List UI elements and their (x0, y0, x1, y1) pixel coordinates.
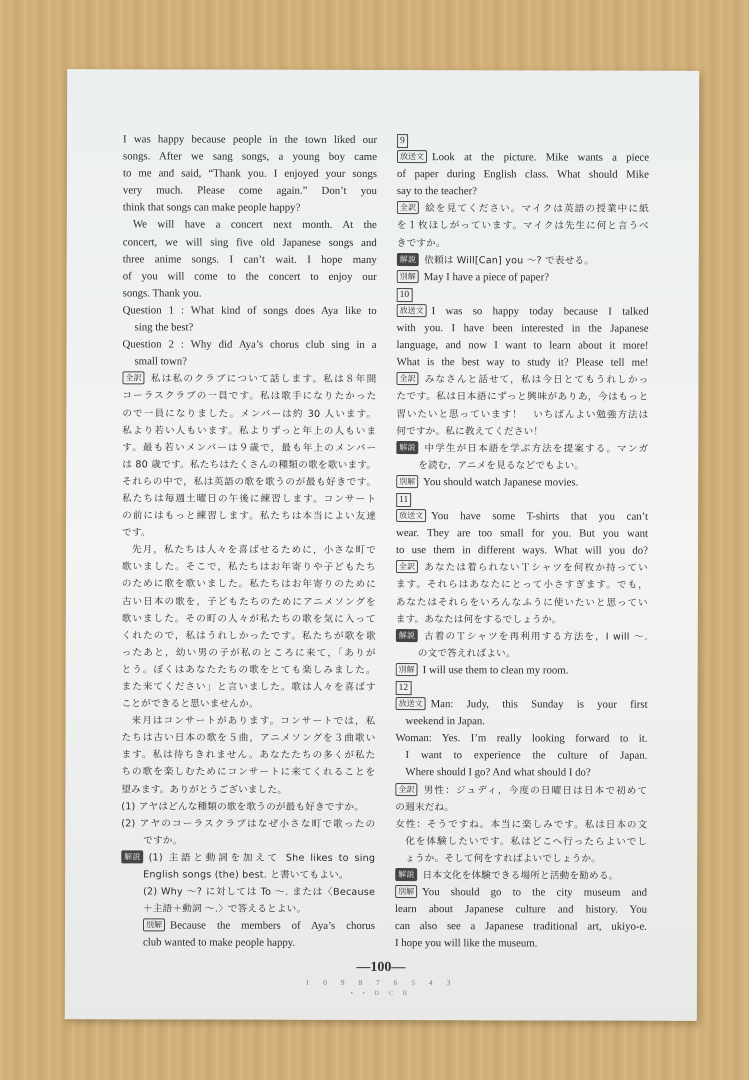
text-line (123, 251, 377, 269)
line-text: Woman: Yes. I’m really looking forward to it. (395, 732, 648, 745)
text-line (395, 730, 647, 748)
text-line (122, 507, 376, 525)
section-label: 別解 (143, 919, 165, 932)
line-text: small town? (134, 355, 187, 368)
line-text: (2) アヤのコーラスクラブはなぜ小さな町で歌ったの (121, 818, 376, 830)
line-text: Man: Judy, this Sunday is your first (430, 698, 648, 711)
text-line (123, 336, 377, 354)
text-line (122, 661, 376, 679)
line-text: club wanted to make people happy. (142, 936, 296, 950)
line-text: weekend in Japan. (405, 715, 486, 728)
text-line (122, 371, 376, 389)
line-text: また来てください」と言いました。歌は人々を喜ばす (121, 681, 376, 693)
line-text: I will use them to clean my room. (422, 664, 569, 677)
line-text: I was happy because people in the town liked our (123, 133, 378, 146)
text-line (396, 628, 648, 646)
text-line (395, 867, 647, 885)
line-text: の前にはもっと練習します。私たちは本当によい友達 (122, 510, 377, 523)
question-number-box: 12 (396, 681, 412, 695)
page-number: —100— (356, 959, 406, 976)
text-line (123, 148, 377, 166)
text-line (123, 217, 377, 235)
text-line (396, 645, 648, 663)
line-text: I hope you will like the museum. (394, 937, 538, 950)
section-label: 全訳 (397, 201, 419, 214)
line-text: ます。それらはあなたにとって小さすぎます。でも， (395, 579, 648, 592)
line-text: 絵を見てください。マイクは英語の授業中に紙 (424, 203, 649, 216)
section-label: 放送文 (396, 697, 426, 710)
text-line (395, 901, 647, 919)
section-label: 解説 (396, 441, 418, 454)
text-line (123, 234, 377, 252)
line-text: concert, we will sing five old Japanese songs and (122, 235, 377, 249)
line-text: ます。あなたは何をするでしょうか。 (395, 613, 562, 626)
line-text: Look at the picture. Mike wants a piece (431, 151, 650, 164)
text-line (121, 935, 375, 953)
line-text: 女性：そうですね。本当に楽しみです。私は日本の文 (395, 818, 648, 831)
section-label: 全訳 (395, 783, 417, 796)
line-text: sing the best? (134, 321, 194, 334)
text-line (395, 799, 647, 817)
text-line (122, 627, 376, 645)
line-text: to use them in different ways. What will you do? (395, 544, 649, 557)
text-line (122, 405, 376, 423)
text-line (123, 319, 377, 337)
line-text: 望みます。ありがとうございました。 (121, 783, 288, 796)
line-text: Where should I go? And what should I do? (405, 766, 591, 780)
line-text: みなさんと話せて，私は今日とてもうれしかっ (423, 374, 649, 387)
section-label: 別解 (396, 663, 418, 676)
text-line (396, 337, 648, 355)
line-text: three anime songs. I can’t wait. I hope many (122, 252, 377, 266)
line-text: 男性：ジュディ，今度の日曜日は日本で初めて (422, 784, 648, 797)
text-line (396, 440, 648, 458)
text-line (122, 473, 376, 491)
text-line (395, 765, 647, 783)
line-text: とう。ぼくはあなたたちの歌をとても楽しみました。 (121, 664, 376, 676)
line-text: 古着のＴシャツを再利用する方法を，I will ～. (423, 630, 648, 643)
line-text: songs. Thank you. (122, 287, 202, 300)
text-line (122, 644, 376, 662)
text-line (395, 935, 647, 953)
line-text: (1) 主語と動詞を加えて She likes to sing (148, 852, 376, 864)
line-text: 古い日本の歌を，子どもたちのためにアニメソングを (121, 595, 376, 608)
text-line (395, 850, 647, 868)
text-line (397, 269, 649, 287)
line-text: of paper during English class. What should Mike (396, 168, 649, 181)
line-text: の文で答えればよい。 (417, 647, 516, 660)
line-text: きですか。 (396, 237, 446, 249)
text-line (121, 764, 375, 782)
line-text: We will have a concert next month. At the (132, 218, 377, 232)
text-line (121, 798, 375, 816)
text-line (396, 611, 648, 629)
section-label: 放送文 (397, 150, 427, 163)
line-text: ＋主語＋動詞 ～.〉で答えるとよい。 (143, 903, 307, 916)
section-label: 解説 (396, 629, 418, 642)
line-text: think that songs can make people happy? (122, 201, 301, 215)
section-label: 解説 (395, 868, 417, 881)
line-text: I was so happy today because I talked (431, 305, 649, 318)
line-text: す。最も若いメンバーは９歳で，最も年上のメンバー (122, 442, 377, 454)
text-line (122, 713, 376, 731)
text-line (396, 696, 648, 714)
line-text: language, and now I want to learn about it more! (396, 339, 649, 352)
line-text: can also see a Japanese traditional art, ukiyo-e. (394, 920, 648, 934)
section-label: 解説 (397, 253, 419, 266)
line-text: (2) Why ～? に対しては To ～. または〈Because (143, 886, 376, 899)
text-line (395, 833, 647, 851)
text-line (122, 524, 376, 542)
line-text: learn about Japanese culture and history. You (395, 903, 648, 916)
question-number-box: 10 (397, 288, 413, 302)
text-line (397, 218, 649, 236)
question-number (396, 491, 648, 509)
line-text: を読む，アニメを見るなどでもよい。 (418, 459, 585, 472)
question-number (396, 679, 648, 697)
line-text: You have some T-shirts that you can’t (431, 510, 649, 523)
section-label: 放送文 (396, 509, 426, 522)
text-line (122, 576, 376, 594)
line-text: very much. Please come again.” Don’t you (122, 184, 377, 198)
text-line (122, 678, 376, 696)
line-text: 歌いました。その町の人々が私たちの歌を気に入って (121, 612, 376, 625)
text-line (121, 730, 375, 748)
line-text: Question 2 : Why did Aya’s chorus club sing in a (122, 338, 377, 352)
text-line (395, 747, 647, 765)
line-text: Because the members of Aya’s chorus (169, 919, 376, 933)
print-code-letters: • • D C B (350, 989, 412, 998)
text-line (123, 200, 377, 218)
line-text: 中学生が日本語を学ぶ方法を提案する。マンガ (423, 442, 649, 455)
line-text: たです。私は日本語にずっと興味がありあ，今はもっと (396, 391, 649, 404)
text-line (122, 695, 376, 713)
text-line (397, 252, 649, 270)
text-line (122, 559, 376, 577)
line-text: wear. They are too small for you. But you want (396, 527, 649, 540)
line-text: ですか。 (143, 835, 183, 847)
text-line (396, 525, 648, 543)
line-text: What is the best way to study it? Please tell me! (396, 356, 649, 369)
text-line (395, 918, 647, 936)
line-text: to me and said, “Thank you. I enjoyed your songs (122, 167, 377, 181)
section-label: 全訳 (122, 372, 144, 385)
text-line (396, 371, 648, 389)
line-text: くれたので，私はうれしかったです。私たちが歌を歌 (121, 630, 376, 642)
question-number-box: 11 (396, 493, 411, 507)
text-line (122, 422, 376, 440)
line-text: です。 (122, 527, 151, 539)
text-line (395, 884, 647, 902)
line-text: of you will come to the concert to enjoy our (122, 270, 377, 283)
text-line (397, 183, 649, 201)
line-text: songs. After we sang songs, a young boy came (123, 150, 378, 164)
text-line (396, 457, 648, 475)
right-column (395, 132, 649, 953)
question-number (397, 132, 649, 150)
line-text: ったあと，幼い男の子が私のところに来て，「ありが (121, 647, 376, 659)
text-line (397, 320, 649, 338)
line-text: 何ですか。私に教えてください！ (396, 425, 544, 438)
text-line (122, 593, 376, 611)
line-text: English songs (the) best. と書いてもよい。 (143, 869, 349, 881)
text-line (396, 508, 648, 526)
document-page (65, 69, 699, 1021)
line-text: 化を体験したいです。私はどこへ行ったらよいでし (405, 835, 648, 848)
line-text: 先月，私たちは人々を喜ばせるために，小さな町で (131, 544, 376, 557)
text-line (396, 423, 648, 441)
text-line (397, 303, 649, 321)
line-text: 習いたいと思っています！ いちばんよい勉強方法は (396, 408, 649, 421)
text-line (121, 918, 375, 936)
line-text: あなたは着られないＴシャツを何枚か持ってい (423, 562, 648, 575)
text-line (396, 354, 648, 372)
text-line (396, 559, 648, 577)
question-number-box: 9 (397, 134, 408, 148)
text-line (121, 849, 375, 867)
section-label: 解説 (121, 850, 143, 863)
text-line (123, 166, 377, 184)
line-text: ます。私は待ちきれません。あなたたちの多くが私た (121, 749, 376, 762)
text-line (121, 815, 375, 833)
text-line (121, 866, 375, 884)
line-text: あなたはそれらをいろんなふうに使いたいと思ってい (395, 596, 648, 609)
line-text: 私は私のクラブについて話します。私は８年間 (149, 373, 377, 386)
line-text: You should watch Japanese movies. (423, 475, 579, 489)
text-line (395, 782, 647, 800)
line-text: say to the teacher? (396, 185, 477, 198)
question-number (397, 286, 649, 304)
line-text: ちの歌を楽しむためにコンサートに来てくれることを (121, 766, 376, 779)
line-text: ので一員になりました。メンバーは約 30 人います。 (122, 407, 377, 420)
section-label: 別解 (396, 475, 418, 488)
line-text: (1) アヤはどんな種類の歌を歌うのが最も好きですか。 (121, 800, 365, 813)
text-line (396, 662, 648, 680)
text-line (123, 131, 377, 149)
line-text: 日本文化を体験できる場所と活動を勧める。 (422, 870, 619, 882)
text-line (122, 439, 376, 457)
line-text: 私より若い人もいます。私よりずっと年上の人もいま (122, 424, 377, 437)
line-text: ことができると思いませんか。 (121, 698, 259, 710)
line-text: 来月はコンサートがあります。コンサートでは，私 (131, 715, 376, 728)
text-line (396, 594, 648, 612)
text-line (397, 166, 649, 184)
line-text: のために歌を歌いました。私たちはお年寄りのために (121, 578, 376, 591)
line-text: それらの中で，私は英語の歌を歌うのが最も好きです。 (122, 476, 377, 488)
text-line (397, 149, 649, 167)
line-text: の週末だね。 (395, 801, 455, 813)
line-text: たちは古い日本の歌を５曲，アニメソングを３曲歌い (121, 732, 376, 745)
section-label: 全訳 (396, 560, 418, 573)
text-line (123, 302, 377, 320)
text-line (121, 781, 375, 799)
text-line (123, 268, 377, 286)
text-line (121, 832, 375, 850)
section-label: 別解 (395, 885, 417, 898)
line-text: は 80 歳です。私たちはたくさんの種類の歌を歌います。 (122, 459, 377, 471)
section-label: 全訳 (396, 372, 418, 385)
text-line (397, 235, 649, 253)
text-line (121, 901, 375, 919)
text-line (396, 474, 648, 492)
text-line (122, 542, 376, 560)
text-line (397, 200, 649, 218)
line-text: ょうか。そして何をすればよいでしょうか。 (405, 852, 602, 865)
line-text: を１枚ほしがっています。マイクは先生に何と言うべ (396, 220, 649, 233)
text-line (122, 354, 376, 372)
line-text: コーラスクラブの一員です。私は歌手になりたかった (122, 390, 377, 403)
text-line (123, 285, 377, 303)
text-line (123, 183, 377, 201)
line-text: May I have a piece of paper? (423, 270, 550, 284)
text-line (121, 747, 375, 765)
text-line (122, 388, 376, 406)
left-column (121, 131, 377, 952)
text-line (122, 610, 376, 628)
line-text: I want to experience the culture of Japan. (405, 749, 648, 763)
text-line (396, 388, 648, 406)
text-line (122, 456, 376, 474)
text-line (396, 576, 648, 594)
line-text: 歌いました。そこで，私たちはお年寄りや子どもたち (121, 561, 376, 574)
text-line (396, 713, 648, 731)
line-text: 私たちは毎週土曜日の午後に練習します。コンサート (122, 493, 377, 505)
section-label: 放送文 (397, 304, 427, 317)
section-label: 別解 (397, 270, 419, 283)
text-line (395, 816, 647, 834)
line-text: You should go to the city museum and (422, 886, 648, 899)
text-line (121, 883, 375, 901)
text-line (396, 406, 648, 424)
text-line (396, 542, 648, 560)
line-text: with you. I have been interested in the Japanese (396, 322, 649, 335)
text-line (122, 490, 376, 508)
line-text: 依頼は Will[Can] you ～? で表せる。 (424, 254, 595, 267)
print-code: 1 0 9 8 7 6 5 4 3 (305, 977, 457, 988)
line-text: Question 1 : What kind of songs does Aya like to (122, 304, 377, 317)
